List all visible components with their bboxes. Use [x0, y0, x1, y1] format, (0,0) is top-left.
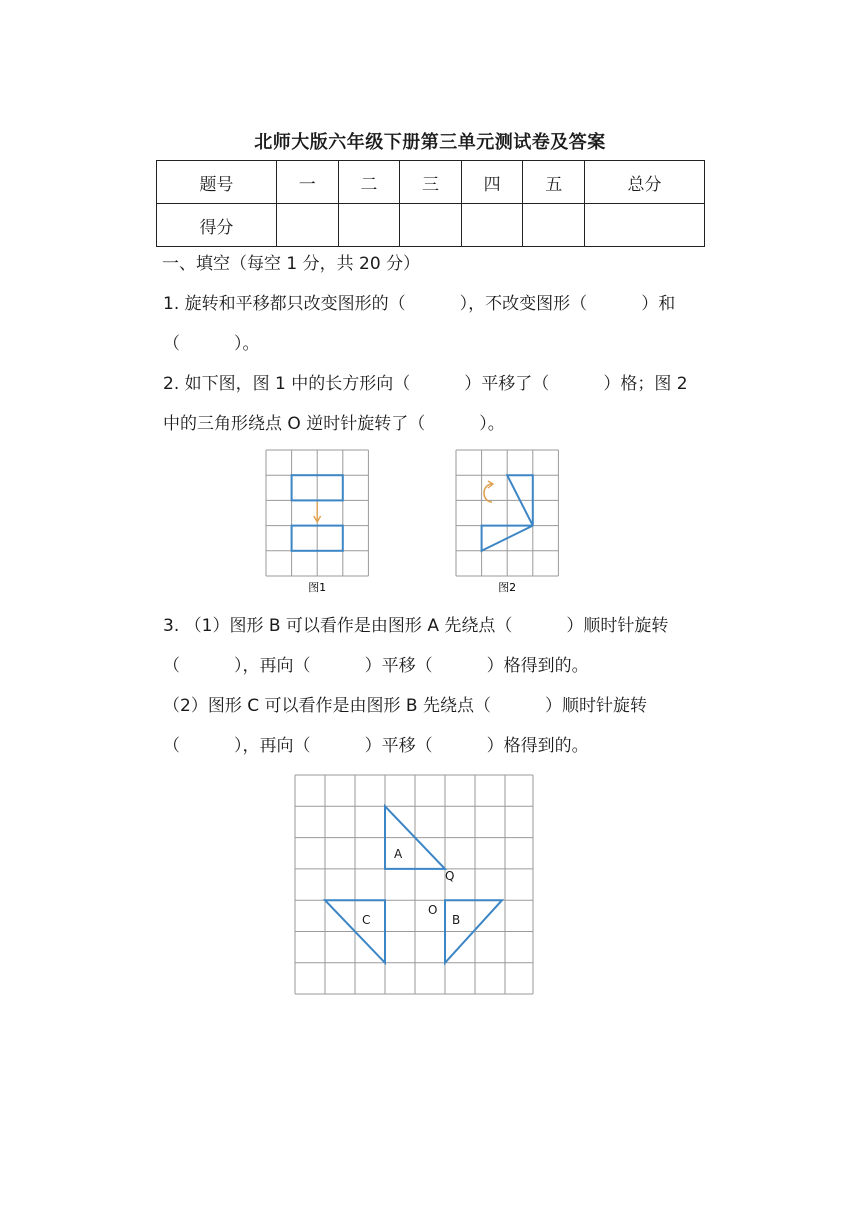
- score-cell[interactable]: [523, 204, 585, 247]
- figure-3-grid: [295, 775, 533, 994]
- section-heading: 一、填空（每空 1 分，共 20 分）: [162, 254, 421, 274]
- score-header-cell: 一: [276, 161, 338, 204]
- question-2-line-2: 中的三角形绕点 O 逆时针旋转了（ ）。: [163, 414, 505, 434]
- score-header-cell: 二: [338, 161, 400, 204]
- score-table-header-row: [157, 161, 705, 204]
- label-b: B: [452, 913, 461, 927]
- question-2-line-1: 2. 如下图，图 1 中的长方形向（ ）平移了（ ）格；图 2: [163, 374, 688, 394]
- figure-2-caption: 图2: [498, 581, 517, 594]
- score-header-cell: 总分: [585, 161, 705, 204]
- label-a: A: [394, 847, 403, 861]
- question-3-line-2: （ ），再向（ ）平移（ ）格得到的。: [163, 656, 589, 676]
- figure-2: [452, 448, 564, 600]
- figure-3: [290, 770, 540, 1000]
- label-o: O: [428, 903, 438, 917]
- score-cell[interactable]: [461, 204, 523, 247]
- score-header-cell: 五: [523, 161, 585, 204]
- score-cell[interactable]: [276, 204, 338, 247]
- score-cell[interactable]: [338, 204, 400, 247]
- score-table-score-row: [157, 204, 705, 247]
- figure-2-grid: [456, 450, 558, 576]
- question-1-line-1: 1. 旋转和平移都只改变图形的（ ），不改变图形（ ）和: [163, 294, 676, 314]
- score-table: [156, 160, 705, 247]
- down-arrow-icon: [314, 502, 321, 522]
- figure-1: [262, 448, 374, 600]
- question-3-line-1: 3. （1）图形 B 可以看作是由图形 A 先绕点（ ）顺时针旋转: [163, 616, 669, 636]
- score-header-cell: 题号: [157, 161, 277, 204]
- page-title: 北师大版六年级下册第三单元测试卷及答案: [254, 132, 606, 153]
- score-cell[interactable]: [585, 204, 705, 247]
- label-c: C: [362, 913, 371, 927]
- label-q: Q: [445, 869, 455, 883]
- question-3-line-3: （2）图形 C 可以看作是由图形 B 先绕点（ ）顺时针旋转: [163, 696, 648, 716]
- score-header-cell: 三: [400, 161, 462, 204]
- question-3-line-4: （ ），再向（ ）平移（ ）格得到的。: [163, 736, 589, 756]
- question-1-line-2: （ ）。: [163, 334, 260, 354]
- score-row-label: 得分: [157, 204, 277, 247]
- score-cell[interactable]: [400, 204, 462, 247]
- score-header-cell: 四: [461, 161, 523, 204]
- figure-1-caption: 图1: [308, 581, 327, 594]
- rotation-arrow-icon: [484, 484, 492, 502]
